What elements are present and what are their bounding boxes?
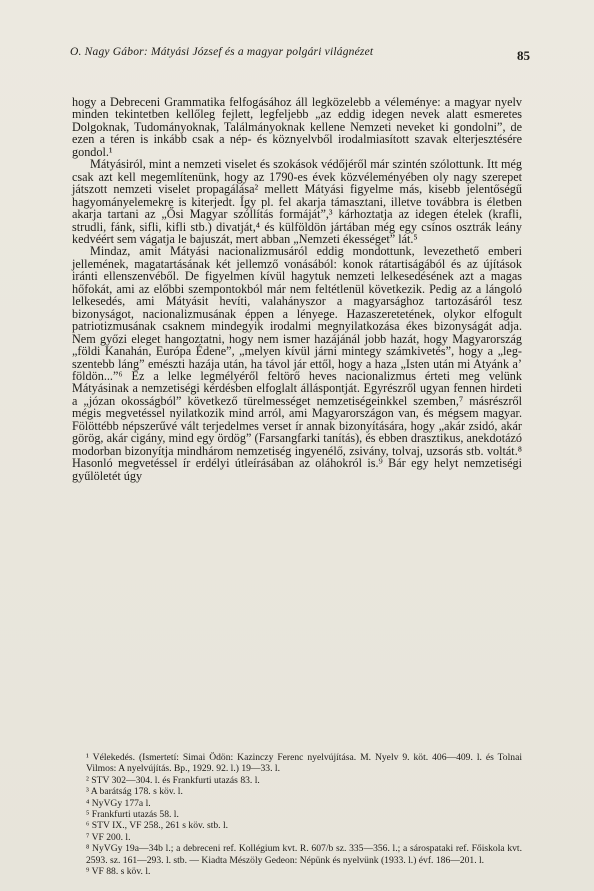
footnote: ² STV 302—304. l. és Frankfurti utazás 83. l. bbox=[86, 774, 260, 786]
footnote: ⁹ VF 88. s köv. l. bbox=[86, 866, 151, 878]
footnote: ⁴ NyVGy 177a l. bbox=[86, 797, 151, 809]
running-header bbox=[70, 46, 530, 64]
footnotes bbox=[72, 752, 522, 877]
footnote: ⁵ Frankfurti utazás 58. l. bbox=[86, 809, 179, 821]
main-text bbox=[72, 96, 522, 482]
footnote: ⁸ NyVGy 19a—34b l.; a debreceni ref. Kollégium kvt. R. 607/b sz. 335—356. l.; a sárospataki ref. Főiskola kvt. 2593. sz. 161—293. l. stb. — Kiadta Mészöly Gedeon: Népünk és nyelvünk (1933. l.) évf. 186—201. l. bbox=[86, 843, 522, 866]
footnote: ⁶ STV IX., VF 258., 261 s köv. stb. l. bbox=[86, 820, 229, 832]
paragraph: hogy a Debreceni Grammatika felfogásához áll legközelebb a véleménye: a magyar nyelv minden tekintetben kellőleg fejlett, legfeljebb „az eddig idegen nevek alatt esmeretes Dolgoknak, Tudományoknak, Találmányoknak kellene Nemzeti neveket ki gondolni”, de ezen a téren is inkább csak a nép- és köznyelvből irodalmiasított szavak elterjesztésére gondol.¹ bbox=[72, 95, 522, 159]
paragraph: Mindaz, amit Mátyási nacionalizmusáról eddig mondottunk, levezethető emberi jellemének, magatartásának két jellemző vonásából: konok rátartiságából és az újítások iránti ellenszenvéből. De figyelmen kívül hagytuk nemzeti lelkesedésének azt a magas hőfokát, ami az előbbi szempontokból már nem feltétlenül következik. Pedig az a lángoló lelkesedés, ami Mátyásit hevíti, valahányszor a magyarsághoz tartozásáról tesz bizonyságot, nacionalizmusának éppen a lényege. Hazaszeretetének, olykor elfogult patriotizmusának csaknem mindegyik irodalmi megnyilatkozása ékes bizonyságát adja. Nem győzi eleget hangoztatni, hogy nem ismer hazájánál jobb hazát, hogy Magyarország „földi Kanahán, Európa Édene”, „melyen kívül járni mintegy számkivetés”, hogy a „leg-szentebb láng” emészti hazája után, ha távol jár ettől, hogy a haza „Isten után mi Atyánk a’ földön...”⁶ Ez a lelke legmélyéről feltörő heves nacionalizmus érteti meg velünk Mátyásinak a nemzetiségi kérdésben elfoglalt álláspontját. Egyrészről ugyan fennen hirdeti a „józan okosságból” következő türelmességet nemzetiségeinkkel szemben,⁷ másrészről mégis megvetéssel nyilatkozik mind arról, ami Magyarországon van, és mégsem magyar. Fölöttébb népszerűvé vált terjedelmes verset ír annak bizonyítására, hogy „akár zsidó, akár görög, akár cigány, mind egy ördög” (Farsangfarki tanítás), és ebben drasztikus, anekdotázó modorban bizonyítja mindhárom nemzetiség ingyenélő, zsivány, tolvaj, uzsorás stb. voltát.⁸ Hasonló megvetéssel ír erdélyi útleírásában az oláhokról is.⁹ Bár egy helyt nemzetiségi gyűlöletét úgy bbox=[72, 244, 522, 483]
footnote: ¹ Vélekedés. (Ismertetí: Simai Ödön: Kazinczy Ferenc nyelvújítása. M. Nyelv 9. köt. 406—409. l. és Tolnai Vilmos: A nyelvújítás. Bp., 1929. 92. l.) 19—33. l. bbox=[86, 752, 522, 775]
footnote: ³ A barátság 178. s köv. l. bbox=[86, 786, 183, 798]
running-title: O. Nagy Gábor: Mátyási József és a magyar polgári világnézet bbox=[70, 46, 374, 58]
page-number: 85 bbox=[517, 48, 530, 63]
paragraph: Mátyásiról, mint a nemzeti viselet és szokások védőjéről már szintén szólottunk. Itt még csak azt kell megemlítenünk, hogy az 1790-es évek közvéleményében oly nagy szerepet játszott nemzeti viselet propagálása² mellett Mátyási figyelme más, kisebb jelentőségű hagyományelemekre is kiterjedt. Így pl. fel akarja támasztani, illetve továbbra is életben akarja tartani az „Ősi Magyar szóllítás formáját”,³ kárhoztatja az idegen ételek (krafli, strudli, fánk, sifli, kifli stb.) divatját,⁴ és külföldön jártában még egy csínos osztrák leány kedvéért sem vágatja le bajuszát, mert abban „Nemzeti ékességet” lát.⁵ bbox=[72, 157, 522, 246]
footnote: ⁷ VF 200. l. bbox=[86, 831, 131, 843]
